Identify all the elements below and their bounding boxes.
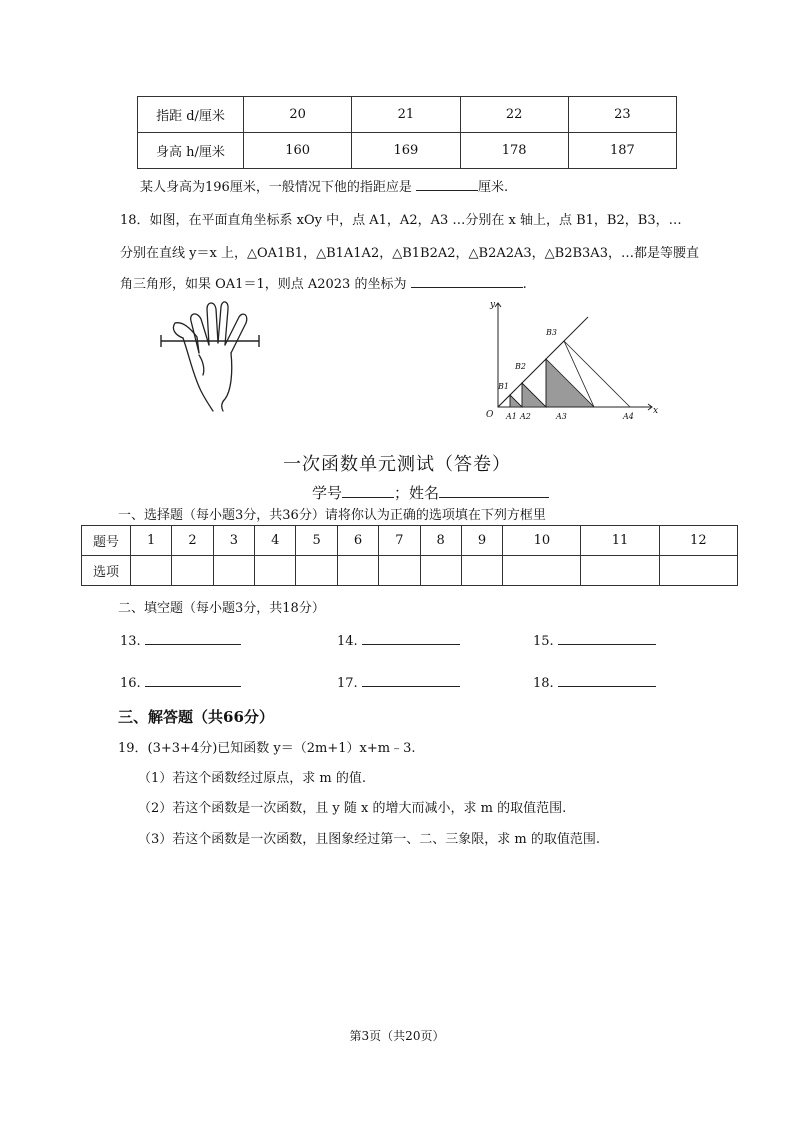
- table-cell: 187: [568, 133, 676, 169]
- table-cell: 169: [352, 133, 460, 169]
- graph-label: A4: [623, 412, 634, 421]
- question-number-cell: 2: [172, 526, 213, 556]
- question-number-cell: 7: [379, 526, 420, 556]
- q19-part3: （3）若这个函数是一次函数，且图象经过第一、二、三象限，求 m 的取值范围.: [138, 832, 600, 847]
- answer-cell[interactable]: [503, 556, 581, 586]
- question-number-cell: 9: [461, 526, 502, 556]
- hand-illustration: [155, 295, 270, 415]
- question-number-cell: 11: [581, 526, 659, 556]
- answer-sheet-title: 一次函数单元测试（答卷）: [283, 454, 511, 475]
- row-header: 题号: [82, 526, 131, 556]
- table-cell: 21: [352, 97, 460, 133]
- blank-17: 17.: [337, 674, 460, 691]
- answer-blank[interactable]: [362, 632, 460, 645]
- answer-blank[interactable]: [145, 632, 241, 645]
- blank-15: 15.: [533, 632, 656, 649]
- answer-blank[interactable]: [145, 674, 241, 687]
- q19-stem: 19．(3+3+4分)已知函数 y＝（2m+1）x+m﹣3.: [118, 741, 416, 756]
- graph-label: B3: [546, 328, 557, 337]
- page-footer: 第3页（共20页）: [349, 1029, 445, 1043]
- question-number-cell: 6: [337, 526, 378, 556]
- answer-cell[interactable]: [379, 556, 420, 586]
- graph-label: B1: [498, 382, 509, 391]
- student-name-field[interactable]: [439, 483, 549, 498]
- q18-line3: 角三角形，如果 OA1＝1，则点 A2023 的坐标为 .: [120, 277, 527, 292]
- graph-label: x: [653, 406, 659, 416]
- answer-blank[interactable]: [411, 275, 523, 288]
- question-number-cell: 4: [255, 526, 296, 556]
- answer-cell[interactable]: [420, 556, 461, 586]
- table-row-label: 指距 d/厘米: [138, 97, 244, 133]
- blank-13: 13.: [120, 632, 241, 649]
- answer-cell[interactable]: [461, 556, 502, 586]
- graph-label: A2: [520, 412, 531, 421]
- table-cell: 160: [244, 133, 352, 169]
- answer-cell[interactable]: [581, 556, 659, 586]
- answer-cell[interactable]: [296, 556, 337, 586]
- q18-line2: 分别在直线 y＝x 上，△OA1B1，△B1A1A2，△B1B2A2，△B2A2A3，△B2B3A3，…都是等腰直: [120, 246, 699, 261]
- graph-label: y: [490, 300, 496, 310]
- graph-label: O: [486, 410, 494, 420]
- question-number-cell: 8: [420, 526, 461, 556]
- answer-blank[interactable]: [416, 178, 478, 191]
- student-id-field[interactable]: [342, 483, 394, 498]
- q19-part2: （2）若这个函数是一次函数，且 y 随 x 的增大而减小，求 m 的取值范围.: [138, 801, 567, 816]
- table-cell: 178: [460, 133, 568, 169]
- blank-18: 18.: [533, 674, 656, 691]
- q19-part1: （1）若这个函数经过原点，求 m 的值.: [138, 771, 366, 786]
- answer-cell[interactable]: [255, 556, 296, 586]
- section3-heading: 三、解答题（共66分）: [118, 708, 274, 726]
- student-info: 学号 ；姓名: [312, 482, 549, 503]
- question-number-cell: 12: [659, 526, 737, 556]
- table-row-label: 身高 h/厘米: [138, 133, 244, 169]
- row-header: 选项: [82, 556, 131, 586]
- blank-16: 16.: [120, 674, 241, 691]
- section2-heading: 二、填空题（每小题3分，共18分）: [118, 601, 325, 616]
- answer-cell[interactable]: [337, 556, 378, 586]
- table-cell: 23: [568, 97, 676, 133]
- choice-answer-grid: [81, 525, 738, 586]
- question-number-cell: 5: [296, 526, 337, 556]
- answer-cell[interactable]: [213, 556, 254, 586]
- graph-label: B2: [515, 362, 526, 371]
- graph-label: A1: [506, 412, 517, 421]
- table-cell: 22: [460, 97, 568, 133]
- graph-label: A3: [556, 412, 567, 421]
- q17-tail: 某人身高为196厘米，一般情况下他的指距应是 厘米.: [140, 180, 509, 195]
- blank-14: 14.: [337, 632, 460, 649]
- coordinate-graph: [470, 295, 665, 425]
- answer-cell[interactable]: [172, 556, 213, 586]
- question-number-cell: 10: [503, 526, 581, 556]
- table-cell: 20: [244, 97, 352, 133]
- q18-line1: 18．如图，在平面直角坐标系 xOy 中，点 A1，A2，A3 …分别在 x 轴上，点 B1，B2，B3，…: [120, 213, 682, 228]
- answer-blank[interactable]: [558, 674, 656, 687]
- finger-height-table: [137, 96, 677, 169]
- section1-heading: 一、选择题（每小题3分，共36分）请将你认为正确的选项填在下列方框里: [118, 508, 546, 523]
- answer-cell[interactable]: [131, 556, 172, 586]
- question-number-cell: 3: [213, 526, 254, 556]
- answer-blank[interactable]: [558, 632, 656, 645]
- question-number-cell: 1: [131, 526, 172, 556]
- answer-cell[interactable]: [659, 556, 737, 586]
- answer-blank[interactable]: [362, 674, 460, 687]
